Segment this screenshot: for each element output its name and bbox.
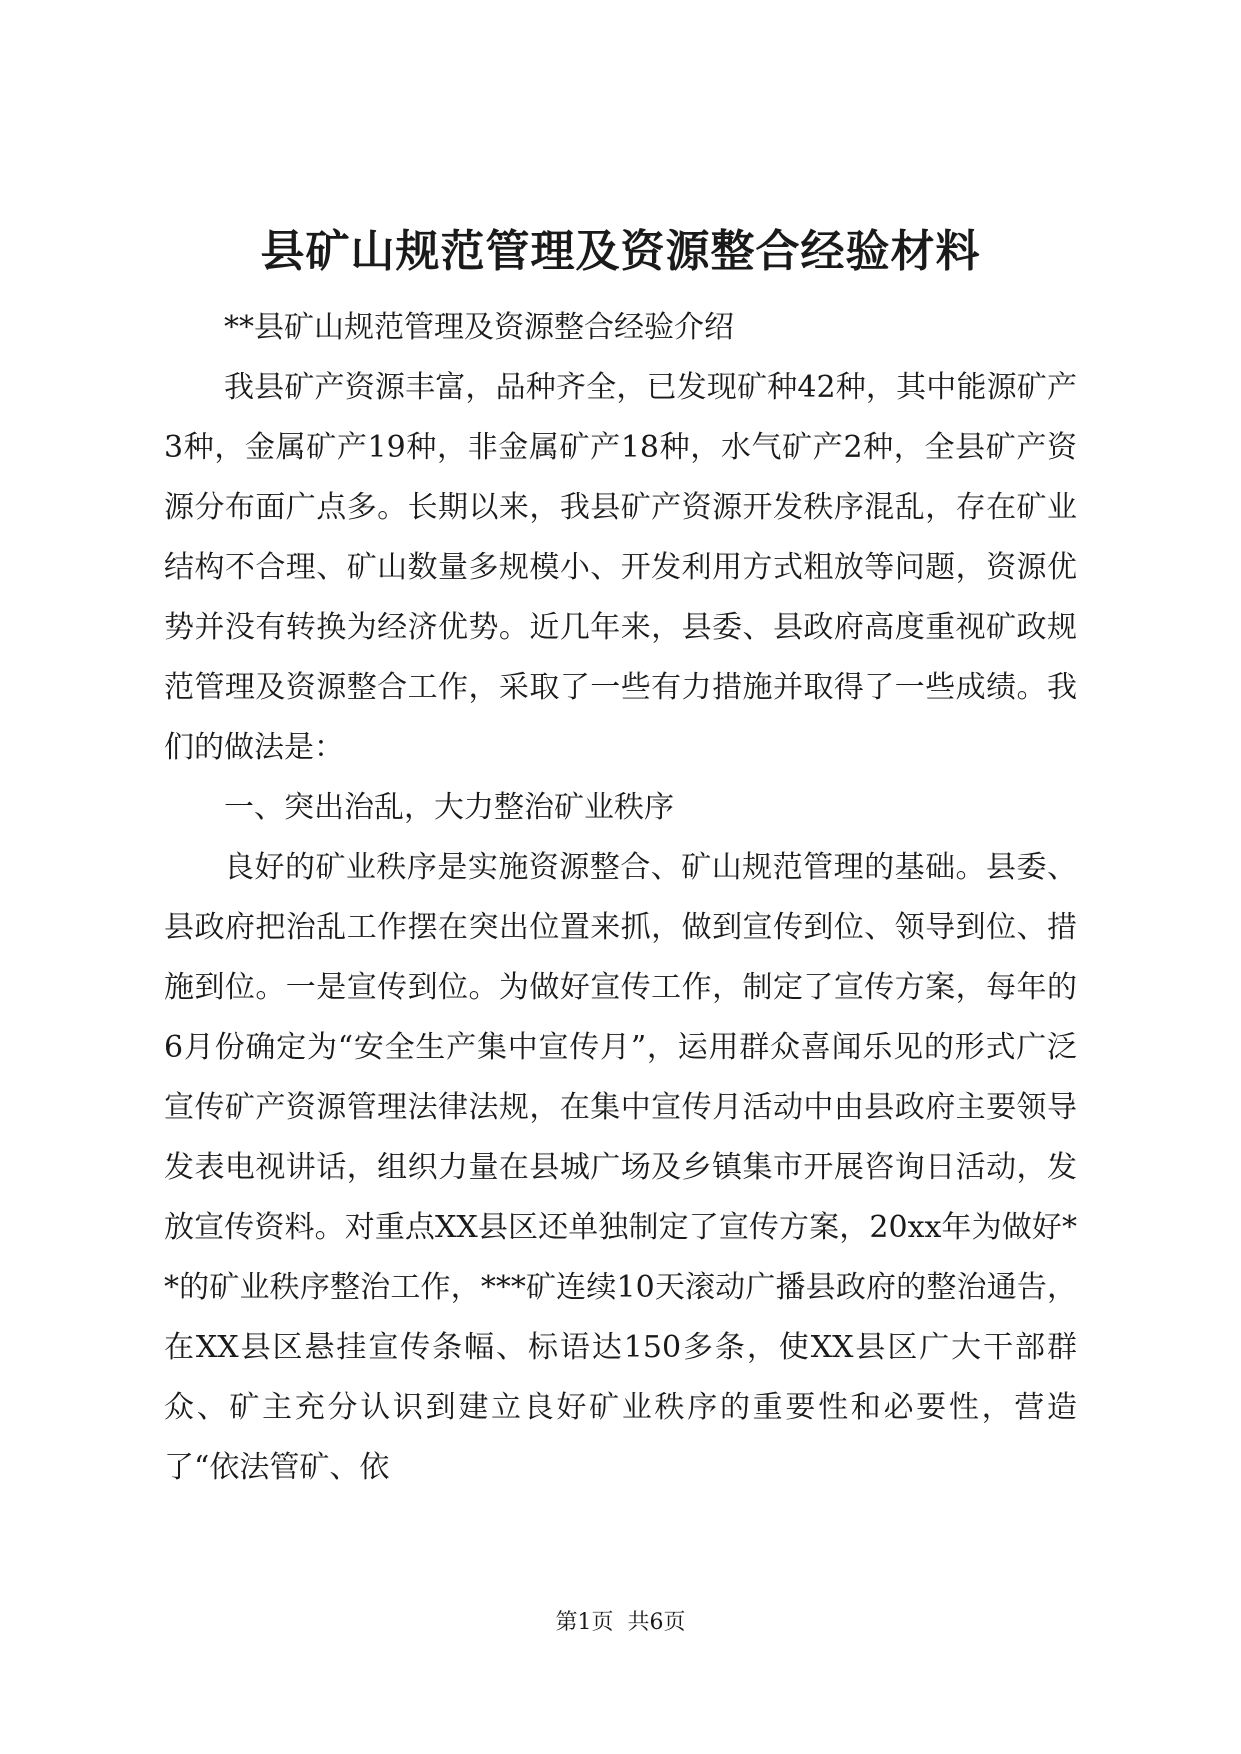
section-heading: 一、突出治乱，大力整治矿业秩序 (224, 790, 674, 825)
page-footer (0, 1608, 1241, 1638)
section-paragraph: 良好的矿业秩序是实施资源整合、矿山规范管理的基础。县委、县政府把治乱工作摆在突出位置来抓，做到宣传到位、领导到位、措施到位。一是宣传到位。为做好宣传工作，制定了宣传方案，每年的6月份确定为“安全生产集中宣传月”，运用群众喜闻乐见的形式广泛宣传矿产资源管理法律法规，在集中宣传月活动中由县政府主要领导发表电视讲话，组织力量在县城广场及乡镇集市开展咨询日活动，发放宣传资料。对重点XX县区还单独制定了宣传方案，20xx年为做好**的矿业秩序整治工作，***矿连续10天滚动广播县政府的整治通告，在XX县区悬挂宣传条幅、标语达150多条，使XX县区广大干部群众、矿主充分认识到建立良好矿业秩序的重要性和必要性，营造了“依法管矿、依 (164, 850, 1077, 1485)
intro-paragraph: 我县矿产资源丰富，品种齐全，已发现矿种42种，其中能源矿产3种，金属矿产19种，非金属矿产18种，水气矿产2种，全县矿产资源分布面广点多。长期以来，我县矿产资源开发秩序混乱，存在矿业结构不合理、矿山数量多规模小、开发利用方式粗放等问题，资源优势并没有转换为经济优势。近几年来，县委、县政府高度重视矿政规范管理及资源整合工作，采取了一些有力措施并取得了一些成绩。我们的做法是： (164, 370, 1077, 765)
page-total: 共6页 (627, 1610, 686, 1635)
document-body (164, 298, 1077, 1498)
subtitle-paragraph: **县矿山规范管理及资源整合经验介绍 (224, 310, 734, 345)
document-title: 县矿山规范管理及资源整合经验材料 (260, 226, 981, 277)
page-number: 第1页 (555, 1610, 614, 1635)
